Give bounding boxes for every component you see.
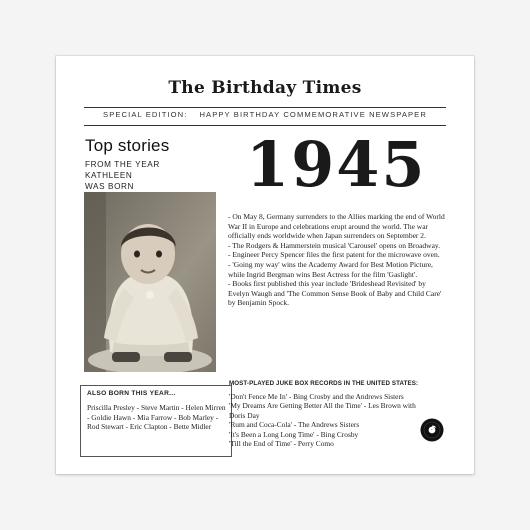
- jukebox-record: 'Till the End of Time' - Perry Como: [229, 439, 334, 449]
- jukebox-record: 'My Dreams Are Getting Better All the Time' - Les Brown with Doris Day: [229, 401, 416, 420]
- also-born-names: Priscilla Presley - Steve Martin - Helen Mirren - Goldie Hawn - Mia Farrow - Bob Marley - Rod Stewart - Eric Clapton - Bette Midler: [87, 403, 226, 432]
- story-item: - Books first published this year include 'Brideshead Revisited' by Evelyn Waugh and 'The Common Sense Book of Baby and Child Care' by Benjamin Spock.: [228, 279, 442, 308]
- baby-photo-illustration: [84, 192, 216, 372]
- baby-photo: [84, 192, 216, 372]
- edition-banner: [84, 110, 446, 119]
- vinyl-record-icon: [420, 418, 444, 442]
- subtitle-line-2: WAS BORN: [85, 182, 135, 191]
- section-subtitle: [85, 159, 205, 192]
- jukebox-record: 'Don't Fence Me In' - Bing Crosby and the Andrews Sisters: [229, 392, 404, 401]
- edition-tagline: HAPPY BIRTHDAY COMMEMORATIVE NEWSPAPER: [199, 110, 427, 119]
- napkin-card: [56, 56, 474, 474]
- subtitle-line-1: FROM THE YEAR KATHLEEN: [85, 160, 160, 180]
- masthead-title: The Birthday Times: [168, 78, 362, 98]
- year-headline: 1945: [246, 128, 427, 201]
- story-item: - The Rodgers & Hammerstein musical 'Carousel' opens on Broadway.: [228, 240, 441, 250]
- story-item: - Engineer Percy Spencer files the first patent for the microwave oven.: [228, 250, 440, 260]
- story-item: - 'Going my way' wins the Academy Award for Best Motion Picture, while Ingrid Bergman wins Best Actress for the film 'Gaslight'.: [228, 259, 433, 279]
- jukebox-list: [229, 392, 434, 448]
- section-title: Top stories: [85, 136, 170, 155]
- jukebox-record: 'It's Been a Long Long Time' - Bing Crosby: [229, 429, 359, 439]
- edition-label: SPECIAL EDITION:: [103, 110, 188, 119]
- jukebox-title: MOST-PLAYED JUKE BOX RECORDS IN THE UNITED STATES:: [229, 380, 419, 387]
- also-born-box: [80, 385, 232, 457]
- masthead-rule-bottom: [84, 125, 446, 126]
- top-stories-list: [228, 212, 448, 308]
- jukebox-record: 'Rum and Coca-Cola' - The Andrews Sisters: [229, 420, 360, 430]
- story-item: - On May 8, Germany surrenders to the Allies marking the end of World War II in Europe and celebrations erupt around the world. The war officially ends worldwide when Japan surrenders on September 2.: [228, 212, 445, 241]
- masthead-rule-top: [84, 107, 446, 108]
- also-born-title: ALSO BORN THIS YEAR...: [87, 390, 176, 397]
